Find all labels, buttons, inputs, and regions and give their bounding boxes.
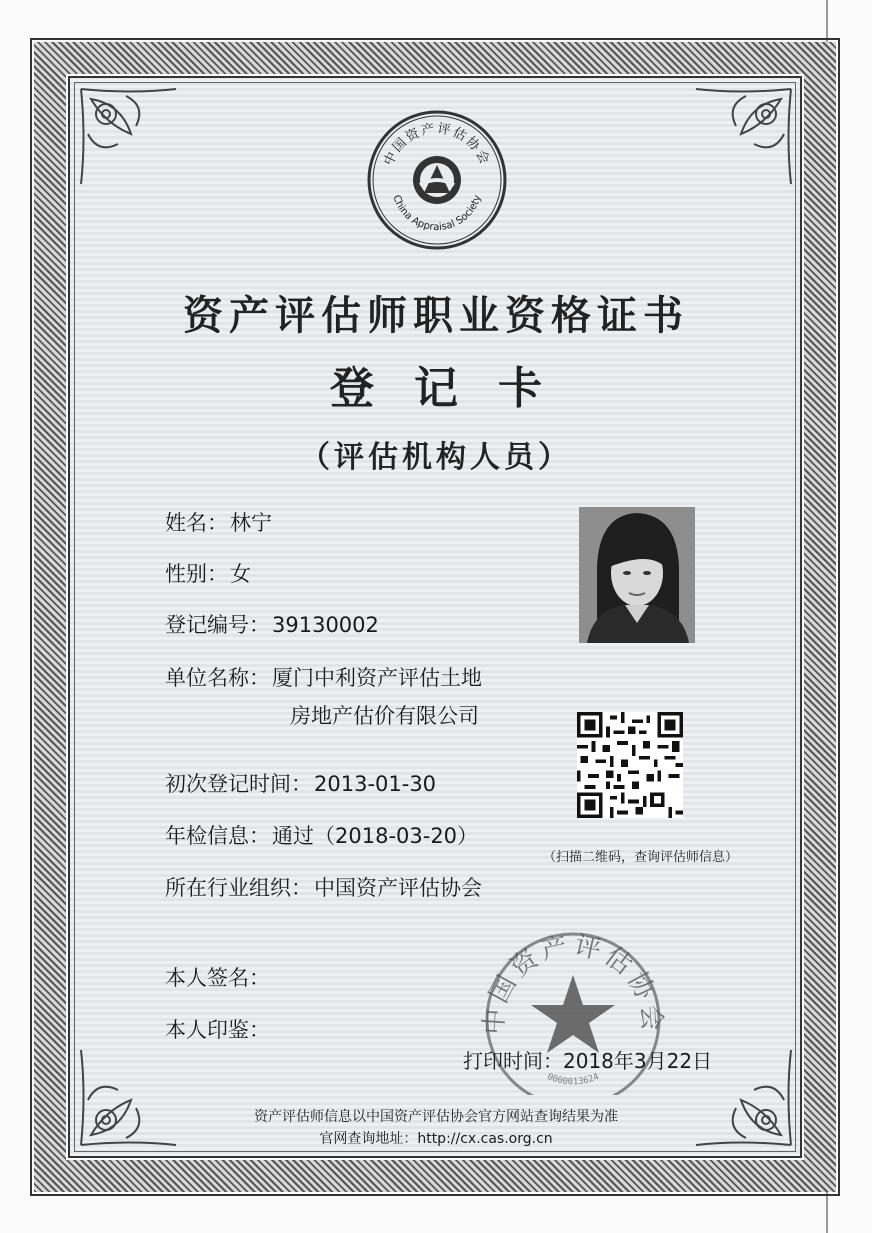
signature-label: 本人签名： <box>165 966 270 990</box>
first-registration-value: 2013-01-30 <box>314 772 437 796</box>
personal-seal-label: 本人印鉴： <box>165 1018 270 1042</box>
gender-label: 性别： <box>165 562 228 586</box>
footer-url[interactable]: http://cx.cas.org.cn <box>417 1131 553 1147</box>
title-line-2: 登记卡 <box>330 363 582 414</box>
organization-value-line2: 房地产估价有限公司 <box>290 704 479 728</box>
title-line-1: 资产评估师职业资格证书 <box>183 292 689 339</box>
gender-value: 女 <box>230 562 251 586</box>
china-appraisal-society-logo <box>362 105 512 255</box>
organization-row <box>165 662 482 692</box>
industry-organization-label: 所在行业组织： <box>165 876 312 900</box>
gender-row <box>165 558 251 588</box>
print-date-row <box>463 1045 712 1074</box>
footer-notice: 资产评估师信息以中国资产评估协会官方网站查询结果为准 <box>254 1109 618 1125</box>
registration-number-row <box>165 609 379 639</box>
annual-inspection-value: 通过（2018-03-20） <box>272 824 479 848</box>
title-line-3: （评估机构人员） <box>300 440 572 475</box>
industry-organization-row <box>165 872 482 902</box>
first-registration-label: 初次登记时间： <box>165 772 312 796</box>
annual-inspection-label: 年检信息： <box>165 824 270 848</box>
footer-url-label: 官网查询地址： <box>319 1131 418 1147</box>
print-date-value: 2018年3月22日 <box>563 1049 713 1073</box>
logo-ring-text-en: China Appraisal Society <box>390 193 484 234</box>
print-date-label: 打印时间： <box>463 1049 563 1073</box>
seal-serial: 0000013624 <box>545 1072 601 1088</box>
qr-code[interactable] <box>577 712 683 818</box>
logo-ring-text-cn: 中国资产评估协会 <box>381 121 493 169</box>
seal-ring-text: 中国资产评估协会 <box>479 930 667 1036</box>
registration-number-label: 登记编号： <box>165 613 270 637</box>
industry-organization-value: 中国资产评估协会 <box>314 876 482 900</box>
svg-text:0000013624 <box>546 1072 601 1087</box>
organization-label: 单位名称： <box>165 666 270 690</box>
name-value: 林宁 <box>230 511 272 535</box>
registration-number-value: 39130002 <box>272 613 379 637</box>
qr-caption: （扫描二维码，查询评估师信息） <box>543 850 739 865</box>
corner-ornament-top-right <box>686 84 796 194</box>
annual-inspection-row <box>165 820 478 850</box>
name-row <box>165 507 272 537</box>
first-registration-row <box>165 768 436 798</box>
corner-ornament-top-left <box>76 84 186 194</box>
portrait-photo <box>579 507 695 643</box>
organization-value-line1: 厦门中利资产评估土地 <box>272 666 482 690</box>
name-label: 姓名： <box>165 511 228 535</box>
footer-url-row <box>0 1128 872 1148</box>
